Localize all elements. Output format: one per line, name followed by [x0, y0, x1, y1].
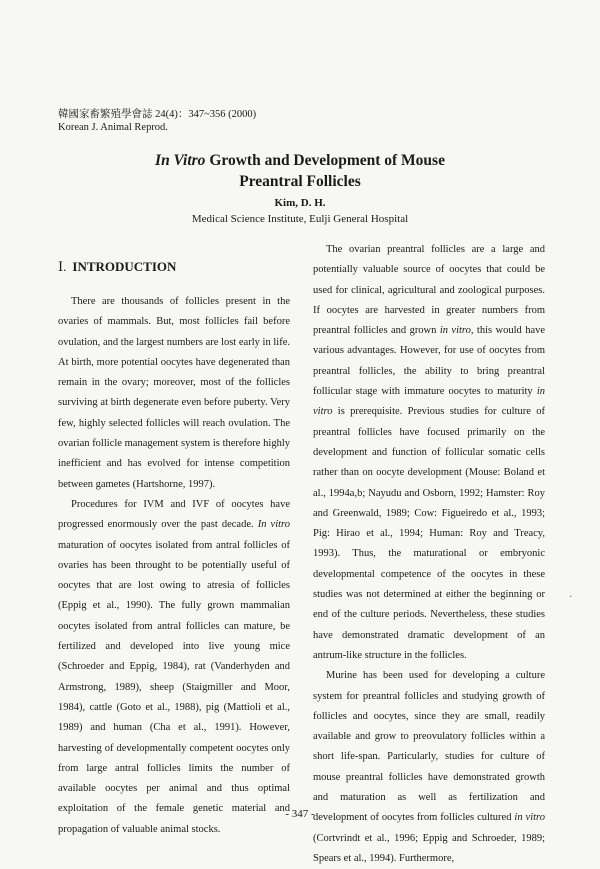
- italic-run: In vitro: [257, 519, 290, 531]
- section-heading: [58, 258, 290, 276]
- paper-title: [0, 150, 600, 192]
- italic-run: in vitro: [514, 812, 545, 824]
- right-paragraph-1: [313, 240, 545, 666]
- text-run: is prerequisite. Previous studies for culture of preantral follicles have focused primarily on the development and function of follicular somatic cells rather than on oocyte development (Mouse: Boland et al., 1994a,b; Nayudu and Osborn, 1992; Hamster: Roy and Greenwald, 1989; Cow: Figueiredo et al., 1993; Pig: Hirao et al., 1994; Human: Roy and Treacy, 1993). Thus, the maturational or embryonic developmental competence of the oocytes in these studies was not determined at either the beginning or end of the culture periods. Nevertheless, these studies have demonstrated dramatic development of an antrum-like structure in the follicles.: [313, 406, 545, 661]
- text-run: The ovarian preantral follicles are a large and potentially valuable source of oocytes that could be used for clinical, agricultural and zoological purposes. If oocytes are harvested in greater numbers from preantral follicles and grown: [313, 244, 545, 337]
- title-italic: In Vitro: [155, 152, 206, 169]
- italic-run: in vitro: [439, 325, 471, 337]
- right-paragraph-2: [313, 666, 545, 869]
- journal-citation-korean: 韓國家畜繁殖學會誌 24(4)：347~356 (2000): [58, 109, 257, 120]
- journal-name-english: Korean J. Animal Reprod.: [58, 122, 168, 133]
- left-paragraph-2: [58, 495, 290, 840]
- text-run: (Cortvrindt et al., 1996; Eppig and Schroeder, 1989; Spears et al., 1994). Furthermore,: [313, 832, 545, 864]
- text-run: Procedures for IVM and IVF of oocytes have progressed enormously over the past decade.: [58, 498, 290, 531]
- page-number: - 347 -: [285, 808, 315, 820]
- left-paragraph-1: There are thousands of follicles present in the ovaries of mammals. But, most follicles fail before ovulation, and the largest numbers are lost early in life. At birth, more potential oocytes have degenerated than remain in the ovary; moreover, most of the follicles surviving at birth degenerate even before puberty. Very few, highly selected follicles will reach ovulation. The ovarian follicle management system is therefore highly inefficient and has evolved for intense competition between gametes (Hartshorne, 1997).: [58, 296, 290, 490]
- title-line-2: Preantral Follicles: [239, 173, 361, 190]
- title-line-1: [0, 150, 600, 171]
- right-column: [313, 240, 545, 869]
- left-column: [58, 240, 290, 840]
- journal-header: [58, 108, 256, 134]
- stray-mark: ·: [569, 592, 573, 603]
- text-run: , this would have various advantages. However, for use of oocytes from preantral follicles, the ability to bring preantral follicular stage with immature oocytes to maturity: [313, 325, 546, 398]
- affiliation: Medical Science Institute, Eulji General Hospital: [191, 213, 409, 225]
- section-number: Ⅰ.: [58, 259, 67, 274]
- text-run: Murine has been used for developing a culture system for preantral follicles and studying growth of follicles and oocytes, since they are small, readily available and grow to preovulatory follicles within a short life-span. Particularly, studies for culture of mouse preantral follicles have demonstrated growth and maturation as well as fertilization and development of oocytes from follicles cultured: [313, 670, 545, 824]
- title-line-1-rest: Growth and Development of Mouse: [205, 152, 445, 169]
- italic-run: in vitro: [313, 386, 545, 418]
- section-title: INTRODUCTION: [72, 259, 177, 274]
- author: Kim, D. H.: [274, 197, 326, 209]
- text-run: maturation of oocytes isolated from antral follicles of ovaries has been throught to be potentially useful of oocytes that are lost owing to atresia of follicles (Eppig et al., 1990). The fully grown mammalian oocytes isolated from antral follicles can mature, be fertilized and developed into live young mice (Schroeder and Eppig, 1984), rat (Vanderhyden and Armstrong, 1989), sheep (Staigmiller and Moor, 1984), cattle (Goto et al., 1988), pig (Mattioli et al., 1989) and human (Cha et al., 1991). However, harvesting of developmentally competent oocytes only from large antral follicles limits the number of available oocytes per animal and thus optimal exploitation of the female genetic material and propagation of valuable animal stocks.: [58, 539, 290, 835]
